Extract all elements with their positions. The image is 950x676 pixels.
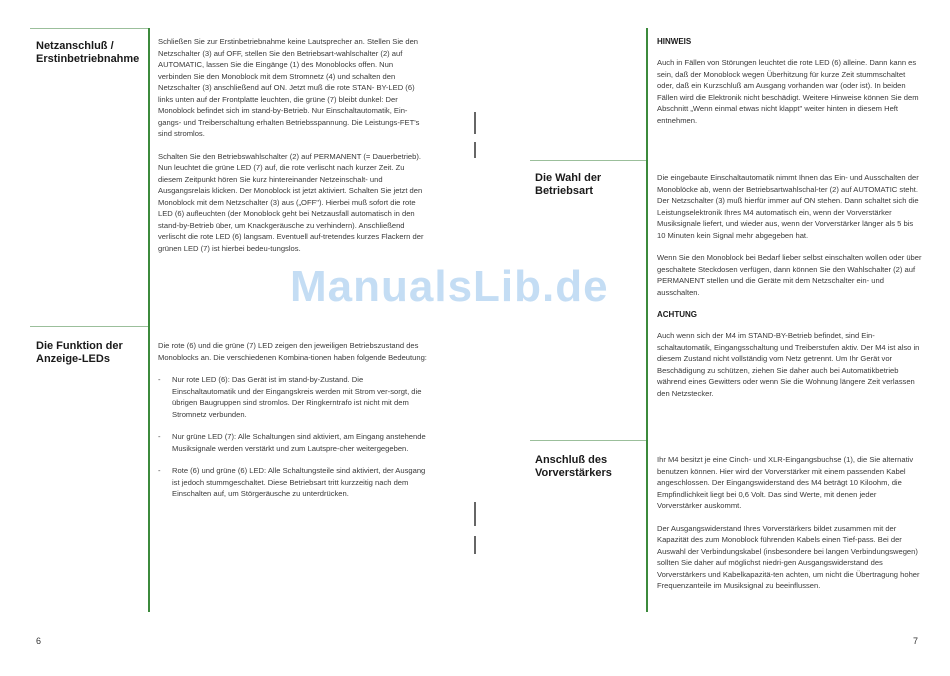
right-page	[475, 0, 950, 676]
bullet-dash: -	[158, 466, 161, 475]
section-rule	[530, 160, 646, 161]
list-item-text: Rote (6) und grüne (6) LED: Alle Schaltungsteile sind aktiviert, der Ausgang ist jedoch stummgeschaltet. Diese Betriebsart tritt kurzzeitig nach dem Einschalten auf, um Störgeräusche zu unterdrücken.	[172, 466, 426, 498]
section-betriebsart-text	[657, 172, 922, 410]
bullet-dash: -	[158, 432, 161, 441]
section-anzeige-leds-text	[158, 340, 428, 511]
section-netzanschluss-text	[158, 36, 428, 265]
section-rule	[30, 326, 148, 327]
led-state-list	[158, 374, 428, 500]
hinweis-box	[657, 36, 922, 137]
heading-betriebsart	[535, 172, 643, 198]
paragraph: Schalten Sie den Betriebswahlschalter (2) auf PERMANENT (= Dauerbetrieb). Nun leuchtet die grüne LED (7) auf, die rote verlischt nach kurzer Zeit. Zu diesem Zeitpunkt hören Sie kurz hintereinander Netzeinschalt- und Ausgangsrelais klicken. Der Monoblock ist jetzt aktiviert. Schalten Sie jetzt den Monoblock mit dem Netzschalter (3) aus („OFF"). Hierbei muß sofort die rote LED (6) aufleuchten (der Monoblock geht bei Netzausfall automatisch in den stand-by-Betrieb über, um Knackgeräusche zu verhindern). Anschließend verlischt die rote LED (6) langsam. Eventuell auf-tretendes kurzes Flackern der grünen LED (7) ist hierbei bedeu-tungslos.	[158, 151, 424, 253]
paragraph: Der Ausgangswiderstand Ihres Vorverstärkers bildet zusammen mit der Kapazität des zum Monoblock führenden Kabels einen Tief-pass. Bei der Auswahl der Verbindungskabel (insbesondere bei langen Verbindungswegen) sollten Sie daher auf möglichst niedri-gen Ausgangswiderstand des Vorverstärkers und Kabelkapazitä-ten achten, um nicht die Übertragung hoher Frequenzanteile im Musiksignal zu beeinflussen.	[657, 523, 920, 590]
column-divider	[148, 28, 150, 612]
section-vorverstaerker-text	[657, 454, 922, 603]
heading-line: Anzeige-LEDs	[36, 353, 110, 365]
column-divider	[646, 28, 648, 612]
heading-line: Vorverstärkers	[535, 467, 612, 479]
section-rule	[30, 28, 148, 29]
list-item	[158, 374, 428, 420]
paragraph: Wenn Sie den Monoblock bei Bedarf lieber selbst einschalten wollen oder über geschaltete Steckdosen verfügen, dann können Sie den Wahlschalter (2) auf PERMANENT stellen und die Geräte mit dem Netzschalter ein- und ausschalten.	[657, 253, 922, 297]
list-item-text: Nur rote LED (6): Das Gerät ist im stand-by-Zustand. Die Einschaltautomatik und der Eingangskreis werden mit Strom ver-sorgt, die übrigen Baugruppen sind stromlos. Der Ringkerntrafo ist nicht mit dem Stromnetz verbunden.	[172, 375, 422, 419]
achtung-text: Auch wenn sich der M4 im STAND-BY-Betrieb befindet, sind Ein-schaltautomatik, Eingangsschaltung und Treiberstufen aktiv. Der M4 ist also in diesem Zustand nicht vollständig vom Netz getrennt. Um Ihr Gerät vor Beschädigung zu schützen, ziehen Sie daher auch bei Automatikbetrieb während eines Gewitters oder wenn Sie die Wohnung längere Zeit verlassen den Netzstecker.	[657, 331, 920, 398]
achtung-label: ACHTUNG	[657, 310, 697, 319]
heading-anzeige-leds	[36, 340, 144, 366]
paragraph: Die eingebaute Einschaltautomatik nimmt Ihnen das Ein- und Ausschalten der Monoblöcke ab, wenn der Betriebsartwahlschal-ter (2) auf AUTOMATIC steht. Der Netzschalter (3) muß hierfür immer auf ON stehen. Dann schaltet sich die Leistungselektronik Ihres M4 automatisch ein, wenn der Vorverstärker Musiksignale liefert, und wieder aus, wenn der Vorverstärker länger als 5 bis 10 Minuten kein Signal mehr abgegeben hat.	[657, 173, 919, 240]
intro-paragraph: Die rote (6) und die grüne (7) LED zeigen den jeweiligen Betriebszustand des Monoblocks an. Die verschiedenen Kombina-tionen haben folgende Bedeutung:	[158, 341, 427, 362]
paragraph: Schließen Sie zur Erstinbetriebnahme keine Lautsprecher an. Stellen Sie den Netzschalter (3) auf OFF, stellen Sie den Betriebsart-wahlschalter (2) auf AUTOMATIC, lassen Sie die Eingänge (1) des Monoblocks offen. Nun verbinden Sie den Monoblock mit dem Stromnetz (4) und schalten den Netzschalter (3) anschließend auf ON. Jetzt muß die rote STAN- BY-LED (6) links unten auf der Frontplatte leuchten, die grüne (7) bleibt dunkel: Der Monoblock befindet sich im stand-by-Betrieb. Nur Einschaltautomatik, Ein-gangs- und Treiberschaltung erhalten Betriebsspannung. Die Leistungs-FET's sind stromlos.	[158, 37, 420, 138]
hinweis-text: Auch in Fällen von Störungen leuchtet die rote LED (6) alleine. Dann kann es sein, daß der Monoblock wegen Überhitzung für kurze Zeit stummschaltet oder, daß ein Kurzschluß am Ausgang vorhanden war (oder ist). In beiden Fällen wird die Elektronik nicht beschädigt. Weitere Hinweise können Sie dem Abschnitt „Wenn einmal etwas nicht klappt" weiter hinten in diesem Heft entnehmen.	[657, 58, 919, 125]
watermark: ManualsLib.de	[290, 262, 609, 311]
section-rule	[530, 440, 646, 441]
list-item	[158, 465, 428, 500]
heading-line: Erstinbetriebnahme	[36, 53, 140, 65]
list-item	[158, 431, 428, 454]
heading-line: Betriebsart	[535, 185, 594, 197]
bullet-dash: -	[158, 375, 161, 384]
hinweis-label: HINWEIS	[657, 37, 692, 46]
page-number: 6	[36, 636, 42, 646]
heading-line: Die Wahl der	[535, 172, 602, 184]
heading-line: Netzanschluß /	[36, 40, 114, 52]
heading-netzanschluss	[36, 40, 144, 66]
paragraph: Ihr M4 besitzt je eine Cinch- und XLR-Eingangsbuchse (1), die Sie alternativ benutzen können. Hier wird der Vorverstärker mit einem passenden Kabel angeschlossen. Der Eingangswiderstand des M4 beträgt 10 Kiloohm, die Empfindlichkeit liegt bei 0,6 Volt. Das sind Werte, mit denen jeder Vorverstärker auskommt.	[657, 455, 914, 510]
page-number: 7	[913, 636, 919, 646]
heading-vorverstaerker	[535, 454, 643, 480]
heading-line: Anschluß des	[535, 454, 608, 466]
list-item-text: Nur grüne LED (7): Alle Schaltungen sind aktiviert, am Eingang anstehende Musiksignale werden verstärkt und zum Lautspre-cher weitergegeben.	[172, 432, 426, 453]
heading-line: Die Funktion der	[36, 340, 123, 352]
